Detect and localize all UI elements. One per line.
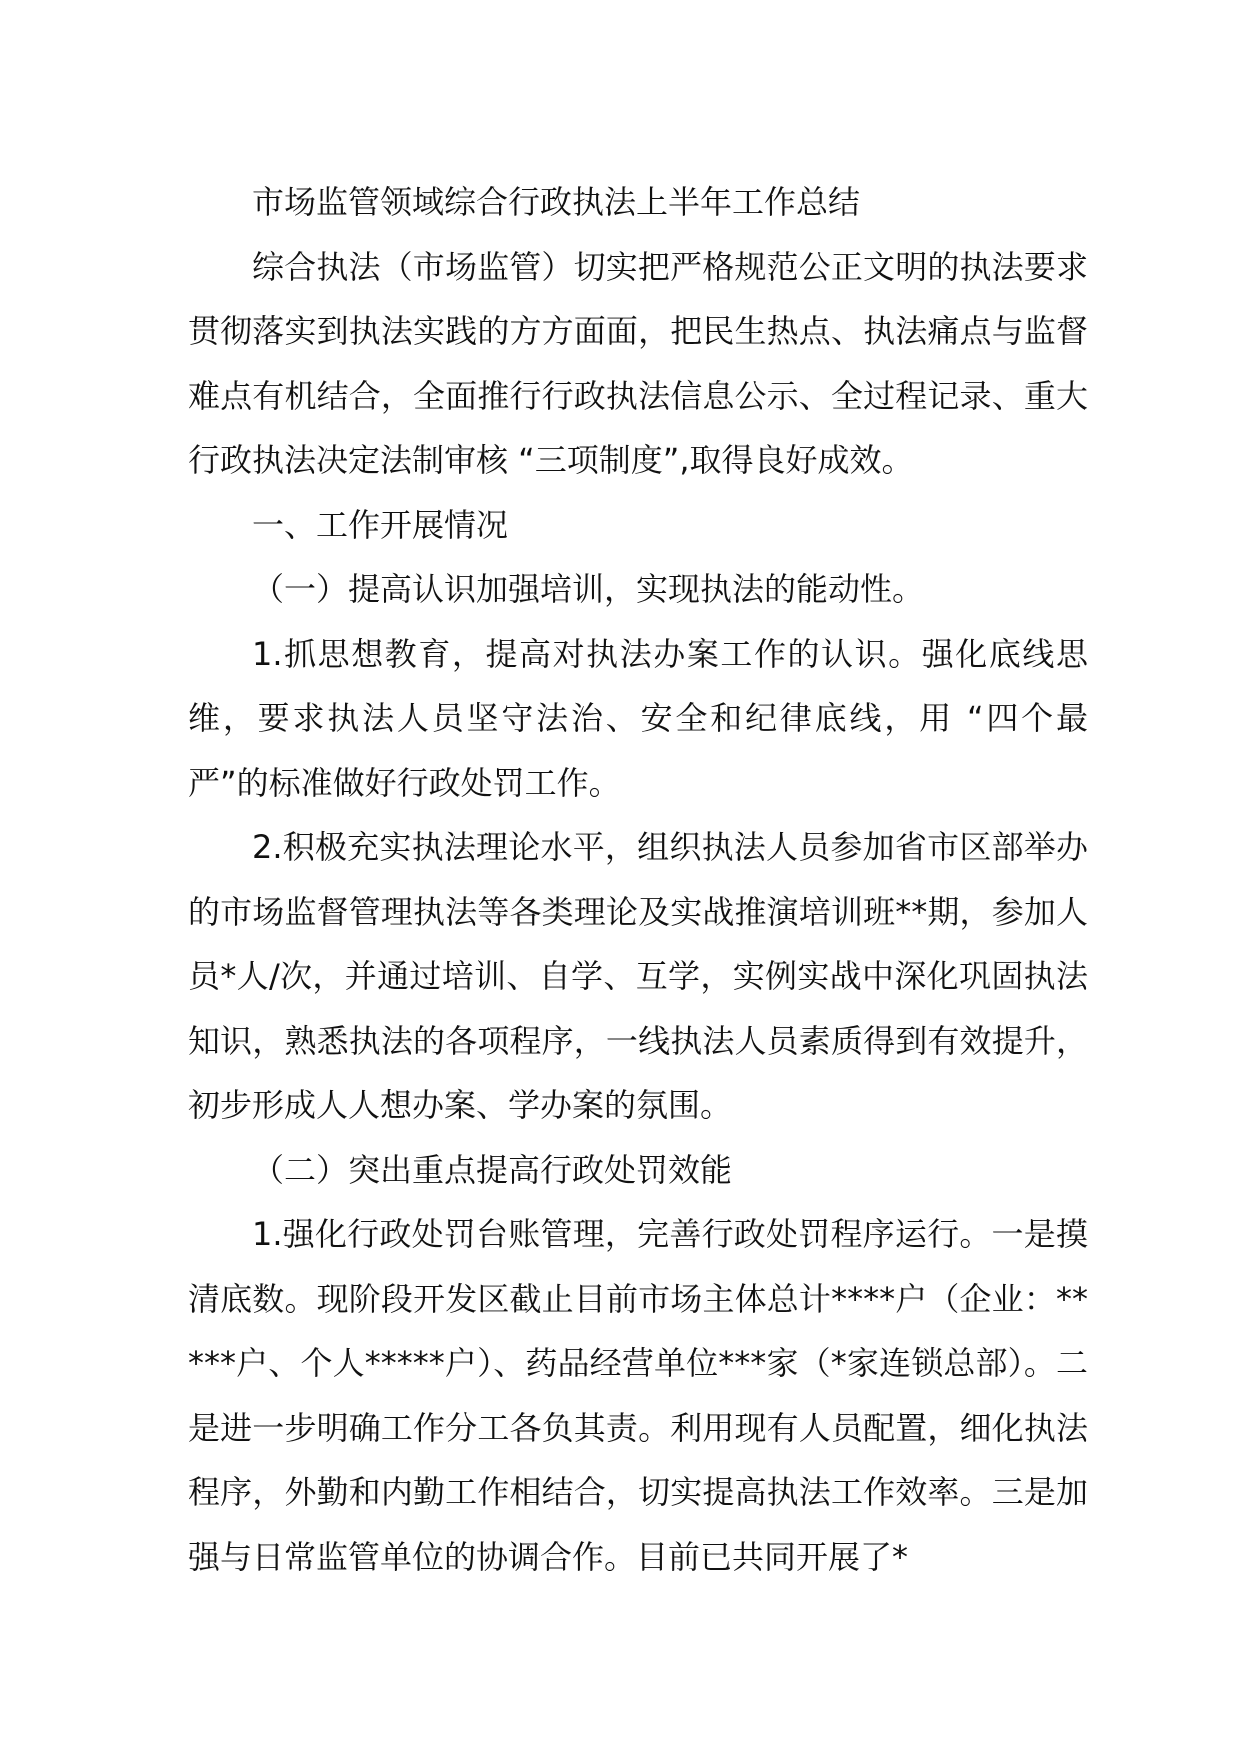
intro-paragraph: 综合执法（市场监管）切实把严格规范公正文明的执法要求贯彻落实到执法实践的方方面面，把民生热点、执法痛点与监督难点有机结合，全面推行行政执法信息公示、全过程记录、重大行政执法决定法制审核 “三项制度”,取得良好成效。	[188, 247, 1088, 479]
body-paragraph: 2.积极充实执法理论水平，组织执法人员参加省市区部举办的市场监督管理执法等各类理论及实战推演培训班**期，参加人员*人/次，并通过培训、自学、互学，实例实战中深化巩固执法知识，熟悉执法的各项程序，一线执法人员素质得到有效提升，初步形成人人想办案、学办案的氛围。	[188, 828, 1088, 1124]
body-paragraph: 1.强化行政处罚台账管理，完善行政处罚程序运行。一是摸清底数。现阶段开发区截止目前市场主体总计****户（企业：*****户、个人*****户）、药品经营单位***家（*家连锁总部）。二是进一步明确工作分工各负其责。利用现有人员配置，细化执法程序，外勤和内勤工作相结合，切实提高执法工作效率。三是加强与日常监管单位的协调合作。目前已共同开展了*	[188, 1215, 1088, 1576]
subsection-heading: （二）突出重点提高行政处罚效能	[252, 1150, 733, 1189]
document-title: 市场监管领域综合行政执法上半年工作总结	[252, 183, 861, 221]
section-heading: 一、工作开展情况	[252, 505, 509, 544]
subsection-heading: （一）提高认识加强培训，实现执法的能动性。	[252, 570, 925, 608]
body-paragraph: 1.抓思想教育，提高对执法办案工作的认识。强化底线思维，要求执法人员坚守法治、安全和纪律底线，用 “四个最严”的标准做好行政处罚工作。	[188, 634, 1088, 802]
document-body	[188, 170, 1088, 1589]
